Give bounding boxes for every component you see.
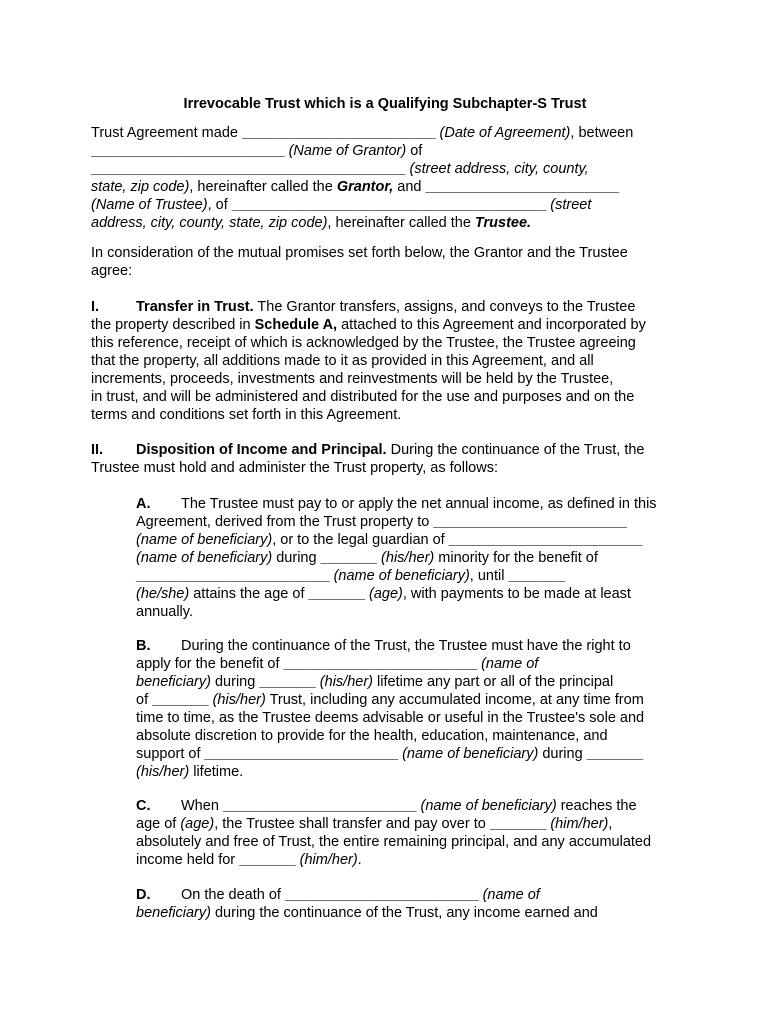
during-blank[interactable]: _______ — [586, 746, 644, 762]
support-of-blank[interactable]: ________________________ — [204, 746, 399, 762]
consideration-paragraph: In consideration of the mutual promises set forth below, the Grantor and the Trustee agree: — [91, 245, 628, 279]
beneficiary-name-blank[interactable]: ________________________ — [433, 514, 627, 530]
pay-over-to-blank[interactable]: _______ — [489, 816, 547, 832]
paragraph-a: A. The Trustee must pay to or apply the net annual income, as defined in this Agreement, derived from the Trust property to ________________________ (name of beneficiary), or to the legal guardian of ________________________ (name of beneficiary) during _______ (his/her) minority for the benefit of ________________________ (name of beneficiary), until _______ (he/she) attains the age of _______ (age), with payments to be made at least annually. — [136, 496, 657, 620]
paragraph-d: D. On the death of ________________________ (name of beneficiary) during the continuance of the Trust, any income earned and — [136, 887, 598, 921]
trustee-name-blank[interactable]: ________________________ — [425, 179, 620, 195]
intro-paragraph — [91, 124, 691, 232]
age-blank[interactable]: _______ — [308, 586, 365, 602]
beneficiary-name-blank[interactable]: ________________________ — [222, 798, 417, 814]
date-of-agreement-blank[interactable]: ________________________ — [241, 125, 436, 141]
paragraph-b: B. During the continuance of the Trust, the Trustee must have the right to apply for the benefit of ________________________ (name of beneficiary) during _______ (his/her) lifetime any part or all of the principal of _______ (his/her) Trust, including any accumulated income, at any time from time to time, as the Trustee deems advisable or useful in the Trustee's sole and absolute discretion to provide for the health, education, maintenance, and support of ________________________ (name of beneficiary) during _______ (his/her) lifetime. — [136, 638, 645, 780]
beneficiary-name-blank[interactable]: ________________________ — [283, 656, 478, 672]
grantor-name-blank[interactable]: ________________________ — [91, 143, 285, 159]
section-disposition: II. Disposition of Income and Principal. During the continuance of the Trust, the Trustee must hold and administer the Trust property, as follows: — [91, 442, 645, 476]
intro-line-1: Trust Agreement made ________________________ (Date of Agreement), between — [91, 125, 634, 141]
principal-of-blank[interactable]: _______ — [152, 692, 209, 708]
intro-line-4: state, zip code), hereinafter called the Grantor, and ________________________ — [91, 179, 620, 195]
benefit-of-blank[interactable]: ________________________ — [136, 568, 330, 584]
until-blank[interactable]: _______ — [508, 568, 565, 584]
grantor-address-blank[interactable]: _______________________________________ — [91, 161, 406, 177]
intro-line-3: _______________________________________ (street address, city, county, — [91, 161, 589, 177]
document-title: Irrevocable Trust which is a Qualifying Subchapter-S Trust — [183, 96, 587, 112]
intro-line-5: (Name of Trustee), of _______________________________________ (street — [91, 197, 592, 213]
intro-line-6: address, city, county, state, zip code), hereinafter called the Trustee. — [91, 215, 532, 231]
beneficiary-name-blank[interactable]: ________________________ — [285, 887, 479, 903]
section-heading: Transfer in Trust. — [136, 299, 254, 315]
section-number: II. — [91, 442, 104, 458]
section-number: I. — [91, 299, 100, 315]
minority-blank[interactable]: _______ — [320, 550, 378, 566]
section-transfer-in-trust: I. Transfer in Trust. The Grantor transfers, assigns, and conveys to the Trustee the property described in Schedule A, attached to this Agreement and incorporated by this reference, receipt of which is acknowledged by the Trustee, the Trustee agreeing that the property, all additions made to it as provided in this Agreement, and all increments, proceeds, investments and reinvestments will be held by the Trustee, in trust, and will be administered and distributed for the use and purposes and on the terms and conditions set forth in this Agreement. — [91, 299, 646, 423]
section-heading: Disposition of Income and Principal. — [136, 442, 387, 458]
intro-line-2: ________________________ (Name of Grantor) of — [91, 143, 423, 159]
trustee-address-blank[interactable]: _______________________________________ — [231, 197, 547, 213]
guardian-of-blank[interactable]: ________________________ — [448, 532, 643, 548]
income-held-for-blank[interactable]: _______ — [239, 852, 296, 868]
lifetime-blank[interactable]: _______ — [259, 674, 316, 690]
paragraph-c: C. When ________________________ (name of beneficiary) reaches the age of (age), the Trustee shall transfer and pay over to _______ (him/her), absolutely and free of Trust, the entire remaining principal, and any accumulated income held for _______ (him/her). — [136, 798, 652, 868]
